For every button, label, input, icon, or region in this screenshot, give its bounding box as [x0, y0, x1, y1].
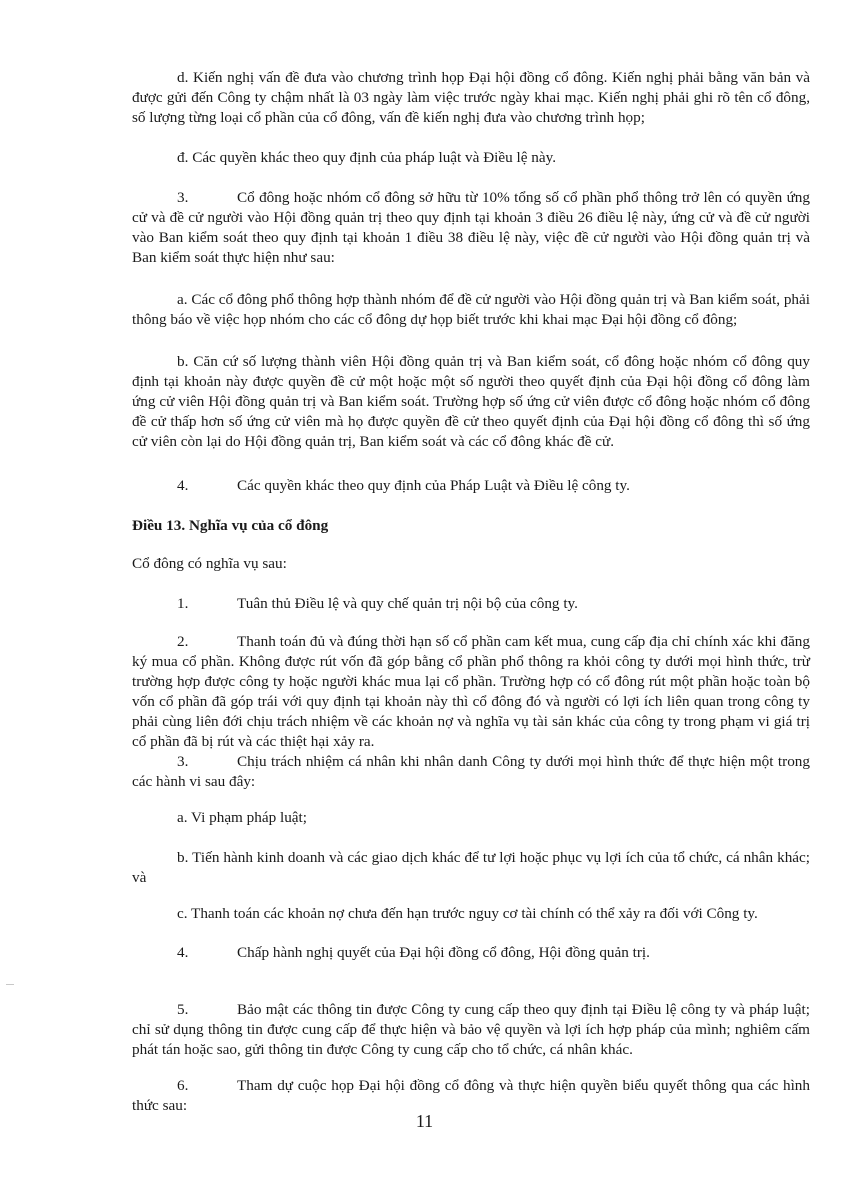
- paragraph-3a-violation: a. Vi phạm pháp luật;: [177, 809, 307, 826]
- paragraph-obligation-3: 3. Chịu trách nhiệm cá nhân khi nhân danh Công ty dưới mọi hình thức để thực hiện một trong các hành vi sau đây:: [132, 753, 810, 790]
- paragraph-clause-4-other-rights: 4. Các quyền khác theo quy định của Pháp Luật và Điều lệ công ty.: [177, 477, 630, 494]
- paragraph-b-candidate-count: b. Căn cứ số lượng thành viên Hội đồng quản trị và Ban kiểm soát, cổ đông hoặc nhóm cổ đông quy định tại khoản này được quyền đề cử một hoặc một số người theo quyết định của Đại hội đồng cổ đông làm ứng cử viên Hội đồng quản trị và Ban kiểm soát. Trường hợp số ứng cử viên được cổ đông hoặc nhóm cổ đông đề cử thấp hơn số ứng cử viên mà họ được quyền đề cử theo quyết định của Đại hội đồng cổ đông thì số ứng cử viên còn lại do Hội đồng quản trị, Ban kiểm soát và các cổ đông khác đề cử.: [132, 353, 810, 450]
- paragraph-dd-other-rights: đ. Các quyền khác theo quy định của pháp luật và Điều lệ này.: [177, 149, 557, 166]
- paragraph-obligation-5: 5. Bảo mật các thông tin được Công ty cung cấp theo quy định tại Điều lệ công ty và pháp luật; chỉ sử dụng thông tin được cung cấp để thực hiện và bảo vệ quyền và lợi ích hợp pháp của mình; nghiêm cấm phát tán hoặc sao, gửi thông tin được Công ty cung cấp cho tổ chức, cá nhân khác.: [132, 1001, 810, 1058]
- clause-number: 5.: [177, 1001, 189, 1018]
- paragraph-a-group-nomination: a. Các cổ đông phổ thông hợp thành nhóm để đề cử người vào Hội đồng quản trị và Ban kiểm soát, phải thông báo về việc họp nhóm cho các cổ đông dự họp biết trước khi khai mạc Đại hội đồng cổ đông;: [132, 291, 810, 328]
- paragraph-obligation-2: 2. Thanh toán đủ và đúng thời hạn số cổ phần cam kết mua, cung cấp địa chỉ chính xác khi đăng ký mua cổ phần. Không được rút vốn đã góp bằng cổ phần phổ thông ra khỏi công ty dưới mọi hình thức, trừ trường hợp được công ty hoặc người khác mua lại cổ phần. Trường hợp có cổ đông rút một phần hoặc toàn bộ vốn cổ phần đã góp trái với quy định tại khoản này thì cổ đông đó và người có lợi ích liên quan trong công ty phải cùng liên đới chịu trách nhiệm về các khoản nợ và nghĩa vụ tài sản khác của công ty trong phạm vi giá trị cổ phần đã bị rút và các thiệt hại xảy ra.: [132, 633, 810, 750]
- clause-number: 3.: [177, 753, 189, 770]
- clause-number: 3.: [177, 189, 189, 206]
- paragraph-obligation-1: 1. Tuân thủ Điều lệ và quy chế quản trị nội bộ của công ty.: [177, 595, 578, 612]
- paragraph-obligation-6: 6. Tham dự cuộc họp Đại hội đồng cổ đông và thực hiện quyền biểu quyết thông qua các hình thức sau:: [132, 1077, 810, 1114]
- scan-mark: [6, 984, 14, 985]
- paragraph-3c-debts: c. Thanh toán các khoản nợ chưa đến hạn trước nguy cơ tài chính có thể xảy ra đối với Công ty.: [177, 905, 758, 922]
- paragraph-3b-business: b. Tiến hành kinh doanh và các giao dịch khác để tư lợi hoặc phục vụ lợi ích của tổ chức, cá nhân khác; và: [132, 849, 810, 886]
- clause-number: 4.: [177, 944, 189, 961]
- paragraph-obligation-4: 4. Chấp hành nghị quyết của Đại hội đồng cổ đông, Hội đồng quản trị.: [177, 944, 650, 961]
- article-13-heading: Điều 13. Nghĩa vụ của cổ đông: [132, 517, 329, 534]
- paragraph-obligations-intro: Cổ đông có nghĩa vụ sau:: [132, 555, 287, 572]
- clause-number: 1.: [177, 595, 189, 612]
- paragraph-d-proposal: d. Kiến nghị vấn đề đưa vào chương trình họp Đại hội đồng cổ đông. Kiến nghị phải bằng văn bản và được gửi đến Công ty chậm nhất là 03 ngày làm việc trước ngày khai mạc. Kiến nghị phải ghi rõ tên cổ đông, số lượng từng loại cổ phần của cổ đông, vấn đề kiến nghị đưa vào chương trình họp;: [132, 69, 810, 126]
- page-number: 11: [415, 1111, 434, 1131]
- clause-number: 6.: [177, 1077, 189, 1094]
- clause-number: 4.: [177, 477, 189, 494]
- clause-number: 2.: [177, 633, 189, 650]
- paragraph-clause-3-nomination: 3. Cổ đông hoặc nhóm cổ đông sở hữu từ 10% tổng số cổ phần phổ thông trở lên có quyền ứng cử và đề cử người vào Hội đồng quản trị theo quy định tại khoản 3 điều 26 điều lệ này, ứng cử và đề cử người vào Ban kiểm soát theo quy định tại khoản 1 điều 38 điều lệ này, việc đề cử người vào Hội đồng quản trị và Ban kiểm soát thực hiện như sau:: [132, 189, 810, 266]
